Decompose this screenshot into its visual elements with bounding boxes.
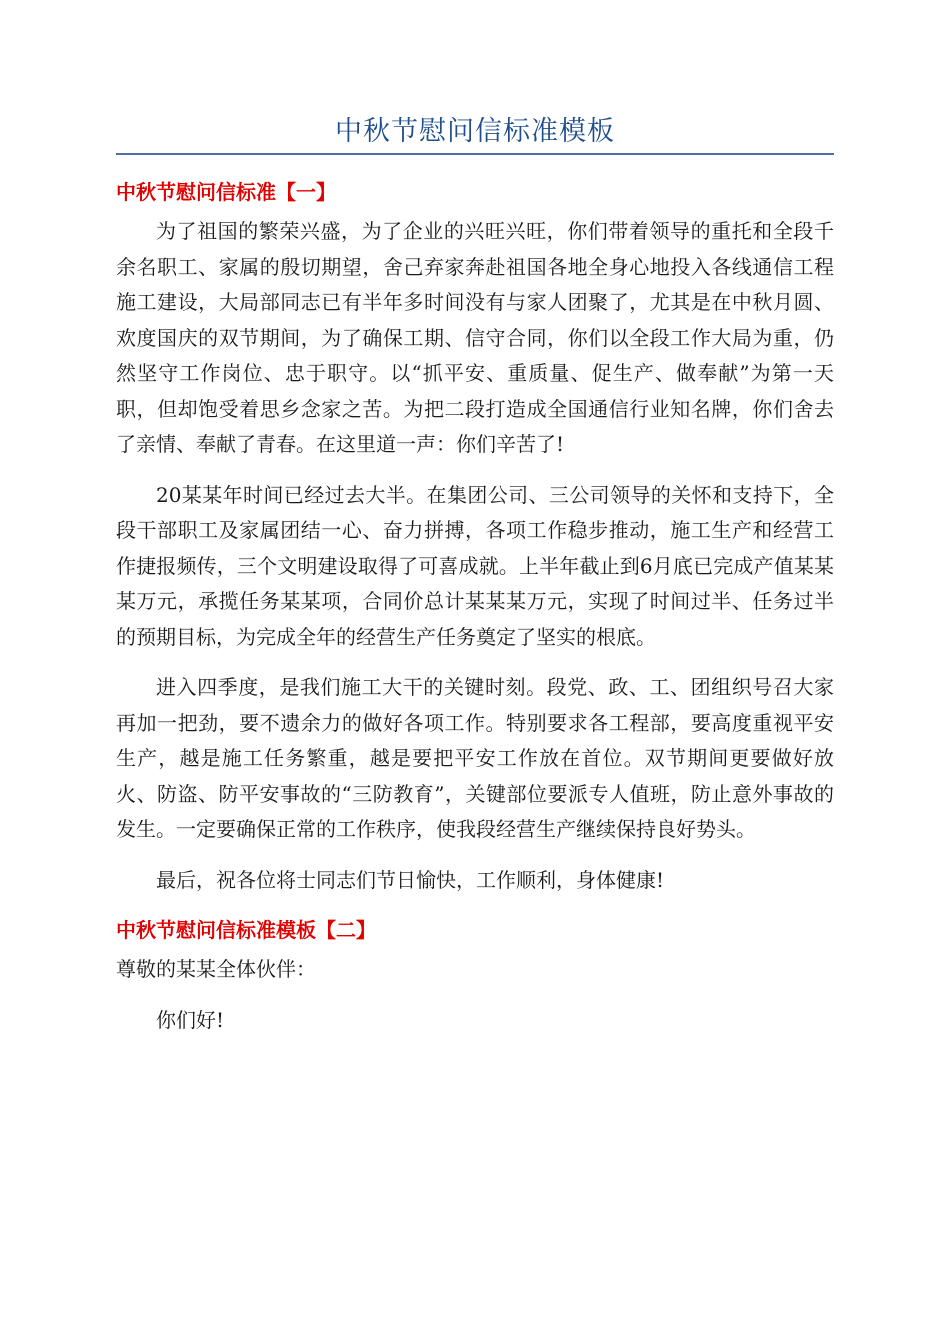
paragraph-4: 最后，祝各位将士同志们节日愉快，工作顺利，身体健康! (156, 867, 665, 892)
paragraph-3: 进入四季度，是我们施工大干的关键时刻。段党、政、工、团组织号召大家再加一把劲，要不遗余力的做好各项工作。特别要求各工程部，要高度重视平安生产，越是施工任务繁重，越是要把平安工作放在首位。双节期间更要做好放火、防盗、防平安事故的“三防教育”，关键部位要派专人值班，防止意外事故的发生。一定要确保正常的工作秩序，使我段经营生产继续保持良好势头。 (116, 675, 834, 841)
greeting: 你们好! (156, 1007, 225, 1032)
section-heading-1: 中秋节慰问信标准【一】 (116, 180, 336, 204)
salutation: 尊敬的某某全体伙伴： (116, 957, 316, 981)
document-title: 中秋节慰问信标准模板 (335, 116, 615, 147)
title-underline (116, 153, 834, 155)
document-body (116, 175, 834, 1053)
paragraph-2: 20某某年时间已经过去大半。在集团公司、三公司领导的关怀和支持下，全段干部职工及家属团结一心、奋力拼搏，各项工作稳步推动，施工生产和经营工作捷报频传，三个文明建设取得了可喜成就。上半年截止到6月底已完成产值某某某万元，承揽任务某某项，合同价总计某某某万元，实现了时间过半、任务过半的预期目标，为完成全年的经营生产任务奠定了坚实的根底。 (116, 482, 834, 649)
section-heading-2: 中秋节慰问信标准模板【二】 (116, 918, 376, 942)
paragraph-1: 为了祖国的繁荣兴盛，为了企业的兴旺兴旺，你们带着领导的重托和全段千余名职工、家属的殷切期望，舍己弃家奔赴祖国各地全身心地投入各线通信工程施工建设，大局部同志已有半年多时间没有与家人团聚了，尤其是在中秋月圆、欢度国庆的双节期间，为了确保工期、信守合同，你们以全段工作大局为重，仍然坚守工作岗位、忠于职守。以“抓平安、重质量、促生产、做奉献”为第一天职，但却饱受着思乡念家之苦。为把二段打造成全国通信行业知名牌，你们舍去了亲情、奉献了青春。在这里道一声：你们辛苦了! (116, 219, 834, 456)
